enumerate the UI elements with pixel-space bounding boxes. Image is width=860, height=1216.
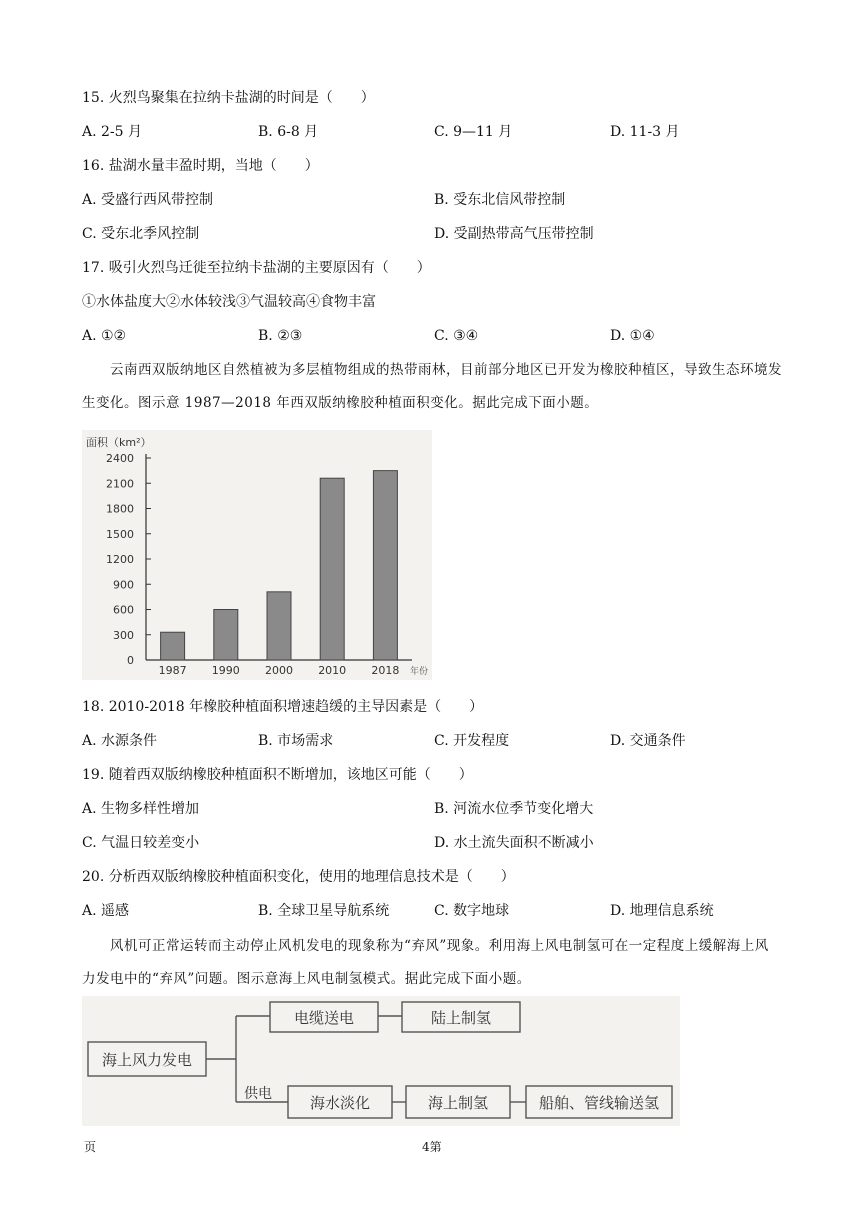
q18-option-d: D. 交通条件 — [610, 733, 686, 749]
q17-option-c: C. ③④ — [434, 328, 479, 344]
q17-statements: ①水体盐度大②水体较浅③气温较高④食物丰富 — [82, 294, 376, 310]
footer-page-left: 页 — [84, 1140, 97, 1154]
q15-option-d: D. 11-3 月 — [610, 124, 680, 140]
passage-rubber: 云南西双版纳地区自然植被为多层植物组成的热带雨林，目前部分地区已开发为橡胶种植区，导致生态环境发生变化。图示意 1987—2018 年西双版纳橡胶种植面积变化。据此完成下面小题。 — [82, 362, 782, 411]
q16-option-a: A. 受盛行西风带控制 — [82, 192, 214, 208]
q16-option-d: D. 受副热带高气压带控制 — [434, 226, 594, 242]
chart-y-tick-label: 1500 — [106, 527, 134, 541]
q17-stem: 17. 吸引火烈鸟迁徙至拉纳卡盐湖的主要原因有（ ） — [82, 260, 431, 276]
label-land-hydrogen: 陆上制氢 — [430, 1009, 492, 1027]
label-transport: 船舶、管线输送氢 — [538, 1094, 660, 1112]
chart-x-tick-label: 2000 — [265, 664, 293, 677]
q18-option-c: C. 开发程度 — [434, 733, 510, 749]
q20-option-d: D. 地理信息系统 — [610, 903, 714, 919]
label-offshore-wind: 海上风力发电 — [101, 1051, 193, 1069]
q19-option-d: D. 水土流失面积不断减小 — [434, 835, 594, 851]
chart-bar — [267, 592, 291, 660]
chart-bar — [320, 478, 344, 660]
label-cable: 电缆送电 — [293, 1009, 355, 1027]
chart-bar — [373, 471, 397, 660]
q17-option-b: B. ②③ — [258, 328, 303, 344]
q20-option-b: B. 全球卫星导航系统 — [258, 903, 390, 919]
chart-x-axis-label: 年份 — [410, 667, 429, 677]
q16-stem: 16. 盐湖水量丰盈时期，当地（ ） — [82, 158, 319, 174]
q20-option-c: C. 数字地球 — [434, 903, 510, 919]
q18-option-a: A. 水源条件 — [82, 733, 158, 749]
chart-bar — [161, 632, 185, 660]
q18-option-b: B. 市场需求 — [258, 733, 334, 749]
chart-x-tick-label: 1990 — [211, 664, 240, 677]
chart-y-tick-label: 600 — [113, 603, 134, 617]
label-desalination: 海水淡化 — [309, 1094, 371, 1112]
chart-y-tick-label: 300 — [113, 628, 134, 642]
wind-hydrogen-diagram — [82, 996, 680, 1126]
q16-option-c: C. 受东北季风控制 — [82, 226, 200, 242]
chart-y-tick-label: 0 — [127, 654, 134, 667]
q20-option-a: A. 遥感 — [82, 903, 130, 919]
chart-y-tick-label: 1200 — [106, 553, 134, 566]
q15-stem: 15. 火烈鸟聚集在拉纳卡盐湖的时间是（ ） — [82, 90, 375, 106]
label-sea-hydrogen: 海上制氢 — [427, 1094, 489, 1112]
q19-option-c: C. 气温日较差变小 — [82, 835, 200, 851]
q19-option-b: B. 河流水位季节变化增大 — [434, 801, 594, 817]
diagram-svg — [82, 996, 680, 1126]
chart-x-tick-label: 2018 — [371, 664, 400, 677]
q17-option-d: D. ①④ — [610, 328, 655, 344]
q20-stem: 20. 分析西双版纳橡胶种植面积变化，使用的地理信息技术是（ ） — [82, 869, 515, 885]
chart-svg — [82, 430, 432, 680]
q15-option-c: C. 9—11 月 — [434, 124, 513, 140]
chart-y-axis-label: 面积（km²） — [86, 436, 152, 449]
q17-option-a: A. ①② — [82, 328, 127, 344]
q18-stem: 18. 2010-2018 年橡胶种植面积增速趋缓的主导因素是（ ） — [82, 699, 484, 715]
q19-stem: 19. 随着西双版纳橡胶种植面积不断增加，该地区可能（ ） — [82, 767, 473, 783]
label-supply: 供电 — [244, 1086, 272, 1102]
chart-bar — [214, 610, 238, 661]
chart-x-tick-label: 2010 — [318, 664, 347, 677]
chart-y-tick-label: 900 — [113, 578, 134, 592]
q15-option-b: B. 6-8 月 — [258, 124, 319, 140]
chart-y-tick-label: 2400 — [106, 452, 134, 465]
q19-option-a: A. 生物多样性增加 — [82, 801, 200, 817]
q16-option-b: B. 受东北信风带控制 — [434, 192, 566, 208]
footer-page-number: 4第 — [422, 1140, 442, 1154]
chart-y-tick-label: 1800 — [106, 502, 134, 516]
q15-option-a: A. 2-5 月 — [82, 124, 143, 140]
chart-y-tick-label: 2100 — [106, 477, 134, 491]
rubber-area-chart — [82, 430, 432, 680]
passage-wind-hydrogen: 风机可正常运转而主动停止风机发电的现象称为“弃风”现象。利用海上风电制氢可在一定程度上缓解海上风力发电中的“弃风”问题。图示意海上风电制氢模式。据此完成下面小题。 — [82, 938, 769, 987]
chart-x-tick-label: 1987 — [158, 664, 187, 677]
